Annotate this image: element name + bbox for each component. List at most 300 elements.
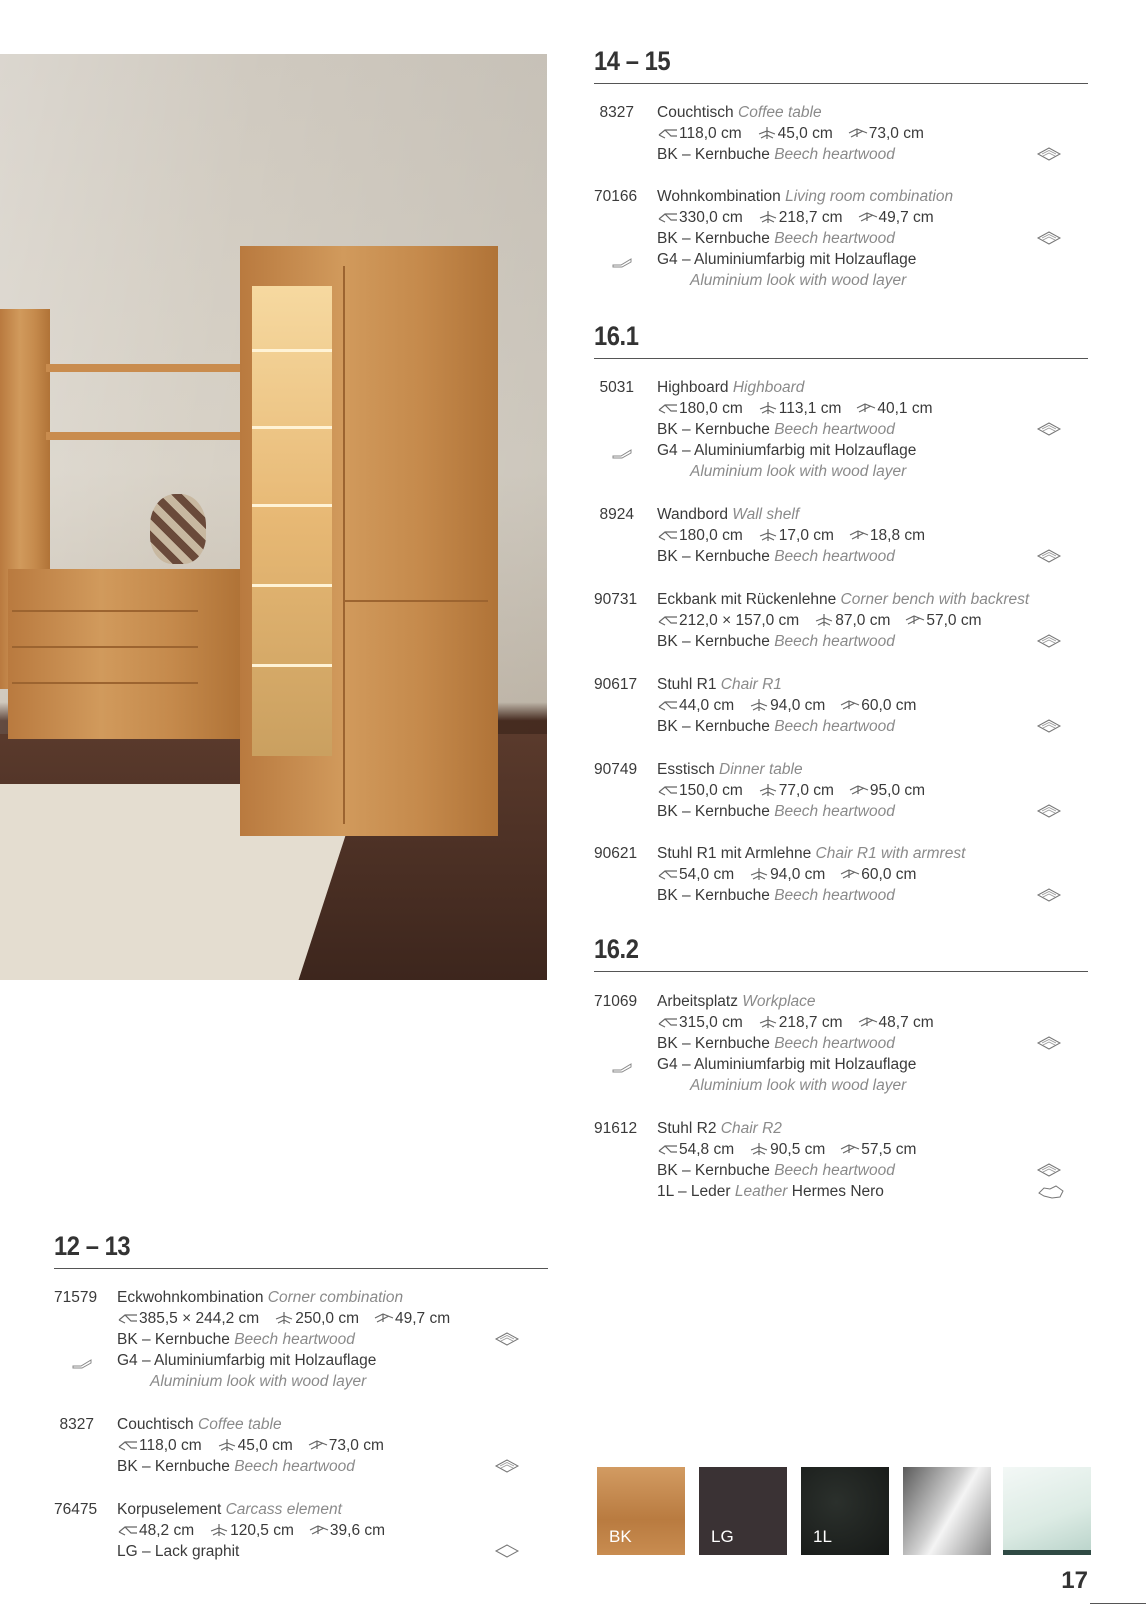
dimension: [757, 207, 843, 228]
material-code: BK – Kernbuche: [657, 718, 770, 735]
dimension-value: 218,7 cm: [778, 209, 843, 226]
entry-body: [657, 991, 948, 1096]
article-number: 8924: [599, 506, 634, 523]
dimension-value: 385,5 × 244,2 cm: [139, 1310, 260, 1327]
material: [117, 1541, 399, 1562]
dimension-icon: [757, 1014, 779, 1031]
dimension-value: 18,8 cm: [869, 527, 926, 544]
handle-en: Aluminium look with wood layer: [690, 463, 907, 480]
dimension-icon: [839, 697, 861, 714]
wood-icon: [494, 1331, 520, 1347]
dimension: [657, 610, 799, 631]
wood-icon: [1036, 803, 1062, 819]
entry-name-en: Coffee table: [738, 104, 822, 121]
handle-code: G4 – Aluminiumfarbig mit Holzauflage: [657, 442, 917, 459]
swatch-lg: [699, 1467, 787, 1555]
dimensions: [657, 123, 938, 144]
material: [657, 228, 953, 249]
dimension-icon: [748, 697, 770, 714]
entry-body: [657, 377, 947, 482]
dimension-value: 49,7 cm: [878, 209, 934, 226]
dimension: [208, 1520, 294, 1541]
dimension-icon: [657, 866, 679, 883]
dimension-icon: [307, 1437, 329, 1454]
article-number: 8327: [599, 104, 634, 121]
entry-body: [117, 1287, 464, 1392]
dimension-value: 94,0 cm: [770, 697, 826, 714]
entry-title: [657, 186, 953, 207]
material-en: Beech heartwood: [774, 230, 895, 247]
dimension-value: 90,5 cm: [770, 1141, 826, 1158]
dimensions: [117, 1520, 399, 1541]
dimension-value: 218,7 cm: [778, 1014, 843, 1031]
entry-title: [657, 843, 965, 864]
dimension-value: 73,0 cm: [328, 1437, 384, 1454]
dimension-value: 94,0 cm: [770, 866, 826, 883]
material-code: BK – Kernbuche: [657, 421, 770, 438]
entry-body: [657, 504, 939, 567]
dimension-value: 330,0 cm: [679, 209, 743, 226]
dimensions: [657, 695, 930, 716]
dimension-icon: [848, 527, 870, 544]
material-en: Leather: [734, 1183, 788, 1200]
section-rule: [594, 971, 1088, 972]
material-en: Beech heartwood: [774, 803, 895, 820]
article-number: 90731: [594, 591, 638, 608]
wood-icon: [1036, 1162, 1062, 1178]
entry-body: [117, 1499, 399, 1562]
dimension-icon: [657, 612, 679, 629]
handle-icon: [611, 444, 633, 456]
dimensions: [117, 1308, 464, 1329]
entry-title: [657, 674, 930, 695]
material-code: BK – Kernbuche: [657, 803, 770, 820]
handle: [657, 440, 947, 461]
dimension: [757, 398, 842, 419]
entry-name-en: Chair R1: [720, 676, 782, 693]
dimension-value: 57,0 cm: [926, 612, 982, 629]
dimension: [757, 1012, 843, 1033]
material-code: LG – Lack graphit: [117, 1543, 240, 1560]
dimension-value: 40,1 cm: [877, 400, 933, 417]
material: [657, 716, 930, 737]
dimension-value: 48,2 cm: [139, 1522, 195, 1539]
sideboard: [8, 569, 240, 739]
article-number: 90621: [594, 845, 638, 862]
entry-title: [657, 759, 939, 780]
material: [657, 1033, 948, 1054]
article-number: 90617: [594, 676, 638, 693]
material-en: Beech heartwood: [774, 718, 895, 735]
entry-body: [657, 186, 953, 291]
dimension-value: 73,0 cm: [868, 125, 924, 142]
dimension-icon: [756, 125, 778, 142]
entry-name: Stuhl R1 mit Armlehne: [657, 845, 812, 862]
material-code: BK – Kernbuche: [657, 230, 770, 247]
dimension-icon: [216, 1437, 238, 1454]
dimension-icon: [657, 209, 679, 226]
entry-body: [657, 674, 930, 737]
handle-en: Aluminium look with wood layer: [690, 1077, 907, 1094]
dimension: [657, 864, 734, 885]
dimension-icon: [657, 697, 679, 714]
entry-title: [657, 991, 948, 1012]
dimension: [839, 1139, 916, 1160]
entry-name-en: Carcass element: [225, 1501, 342, 1518]
entry-body: [657, 759, 939, 822]
dimension-value: 118,0 cm: [139, 1437, 202, 1454]
dimension: [117, 1308, 259, 1329]
entry-name-en: Highboard: [732, 379, 805, 396]
dimension-value: 113,1 cm: [778, 400, 842, 417]
dimension: [756, 123, 833, 144]
dimension-value: 60,0 cm: [861, 697, 917, 714]
handle-en: Aluminium look with wood layer: [150, 1373, 367, 1390]
entry-title: [657, 1118, 930, 1139]
entry-name: Highboard: [657, 379, 729, 396]
dimension-value: 87,0 cm: [835, 612, 891, 629]
entry-name: Esstisch: [657, 761, 715, 778]
dimension: [748, 695, 825, 716]
dimension-value: 315,0 cm: [679, 1014, 743, 1031]
dimension-icon: [748, 1141, 770, 1158]
wood-icon: [1036, 230, 1062, 246]
door-gap: [343, 600, 488, 602]
dimension-icon: [757, 400, 779, 417]
wood-icon: [1036, 548, 1062, 564]
dimension: [757, 780, 834, 801]
dimension-icon: [904, 612, 926, 629]
door-gap: [343, 266, 345, 824]
dimension-value: 17,0 cm: [778, 527, 834, 544]
section-title: 14 – 15: [594, 46, 671, 76]
dimension: [848, 780, 925, 801]
material-en: Beech heartwood: [234, 1458, 355, 1475]
dimension: [657, 780, 743, 801]
article-number: 90749: [594, 761, 638, 778]
material-en: Beech heartwood: [774, 1162, 895, 1179]
entry-name: Korpuselement: [117, 1501, 222, 1518]
dimension-value: 54,8 cm: [679, 1141, 735, 1158]
entry-name: Wohnkombination: [657, 188, 781, 205]
dimension-icon: [373, 1310, 395, 1327]
dimension: [813, 610, 890, 631]
handle-icon: [71, 1354, 93, 1366]
dimension-value: 60,0 cm: [861, 866, 917, 883]
dimensions: [657, 610, 1029, 631]
entry-name-en: Chair R1 with armrest: [815, 845, 966, 862]
dimension: [657, 398, 743, 419]
dimension-icon: [857, 1014, 879, 1031]
entry-name-en: Workplace: [742, 993, 816, 1010]
dimensions: [657, 398, 947, 419]
section-rule: [54, 1268, 548, 1269]
entry-body: [657, 843, 965, 906]
dimension: [657, 1012, 743, 1033]
section-title: 16.1: [594, 321, 639, 351]
glass-shelf: [252, 426, 332, 429]
handle: [657, 249, 953, 270]
material: [657, 1160, 930, 1181]
dimension-value: 250,0 cm: [295, 1310, 359, 1327]
article-number: 76475: [54, 1501, 98, 1518]
dimension-value: 48,7 cm: [878, 1014, 934, 1031]
swatch-label: LG: [711, 1527, 734, 1546]
handle: [657, 1054, 948, 1075]
material-code: BK – Kernbuche: [657, 548, 770, 565]
entry-name: Eckbank mit Rückenlehne: [657, 591, 837, 608]
dimension-value: 39,6 cm: [329, 1522, 386, 1539]
dimensions: [657, 1139, 930, 1160]
entry-title: [657, 589, 1029, 610]
dimension-icon: [757, 782, 779, 799]
dimension: [307, 1435, 384, 1456]
entry-title: [657, 504, 939, 525]
dimension: [657, 123, 742, 144]
dimension-value: 49,7 cm: [394, 1310, 451, 1327]
wood-icon: [494, 1458, 520, 1474]
material: [117, 1456, 398, 1477]
lacquer-icon: [494, 1543, 520, 1559]
material: [657, 1181, 930, 1202]
dimension: [857, 207, 934, 228]
entry-name: Couchtisch: [117, 1416, 194, 1433]
entry-name: Stuhl R2: [657, 1120, 717, 1137]
dimension: [857, 1012, 934, 1033]
dimensions: [657, 864, 965, 885]
entry-name: Stuhl R1: [657, 676, 717, 693]
dimension-icon: [757, 527, 779, 544]
dimension-value: 120,5 cm: [230, 1522, 294, 1539]
entry-name: Eckwohnkombination: [117, 1289, 264, 1306]
dimension-value: 180,0 cm: [679, 527, 743, 544]
handle-en: Aluminium look with wood layer: [690, 272, 907, 289]
entry-title: [117, 1414, 398, 1435]
material-en: Beech heartwood: [774, 1035, 895, 1052]
dimension: [748, 864, 825, 885]
dimension-value: 180,0 cm: [679, 400, 743, 417]
material-en: Beech heartwood: [774, 548, 895, 565]
handle-code: G4 – Aluminiumfarbig mit Holzauflage: [657, 1056, 917, 1073]
wood-icon: [1036, 421, 1062, 437]
material-code: BK – Kernbuche: [657, 1162, 770, 1179]
swatch-label: BK: [609, 1527, 632, 1546]
dimension: [657, 695, 734, 716]
entry-body: [657, 1118, 930, 1202]
dimension-icon: [117, 1522, 139, 1539]
dimension: [855, 398, 932, 419]
entry-title: [117, 1287, 464, 1308]
page-number: 17: [1061, 1567, 1088, 1594]
entry-name-en: Corner combination: [267, 1289, 404, 1306]
dimension-icon: [657, 125, 679, 142]
dimension-value: 45,0 cm: [237, 1437, 293, 1454]
entry-title: [117, 1499, 399, 1520]
entry-name-en: Living room combination: [785, 188, 954, 205]
dimension-icon: [855, 400, 877, 417]
material-en: Beech heartwood: [774, 633, 895, 650]
material-code: 1L – Leder: [657, 1183, 731, 1200]
material: [657, 885, 965, 906]
dimension-icon: [308, 1522, 330, 1539]
dimension-icon: [848, 782, 870, 799]
swatch-glass: [1003, 1467, 1091, 1555]
dimensions: [117, 1435, 398, 1456]
page-number-rule: [1090, 1603, 1146, 1604]
drawer-line: [12, 646, 198, 648]
material-code: BK – Kernbuche: [117, 1458, 230, 1475]
entry-title: [657, 102, 938, 123]
material: [657, 801, 939, 822]
entry-name: Arbeitsplatz: [657, 993, 738, 1010]
dimension: [848, 525, 925, 546]
dimension-icon: [117, 1437, 139, 1454]
swatch-label: 1L: [813, 1527, 832, 1546]
drawer-line: [12, 610, 198, 612]
dimension: [839, 864, 916, 885]
material-en: Beech heartwood: [774, 146, 895, 163]
article-number: 91612: [594, 1120, 638, 1137]
material-en: Beech heartwood: [774, 887, 895, 904]
material: [657, 144, 938, 165]
section-title: 12 – 13: [54, 1231, 131, 1261]
vase: [150, 494, 206, 564]
material-code: BK – Kernbuche: [657, 146, 770, 163]
dimension-icon: [657, 527, 679, 544]
section-rule: [594, 83, 1088, 84]
material: [117, 1329, 464, 1350]
article-number: 5031: [599, 379, 634, 396]
dimension-icon: [657, 400, 679, 417]
entry-body: [117, 1414, 398, 1477]
handle: [117, 1350, 464, 1371]
dimension: [117, 1435, 202, 1456]
dimension-icon: [839, 866, 861, 883]
dimension: [839, 695, 916, 716]
glass-shelf: [252, 504, 332, 507]
dimension-icon: [208, 1522, 230, 1539]
leather-icon: [1036, 1183, 1062, 1199]
dimension: [847, 123, 924, 144]
entry-name: Wandbord: [657, 506, 728, 523]
handle-icon: [611, 253, 633, 265]
dimension: [748, 1139, 825, 1160]
entry-body: [657, 589, 1029, 652]
swatch-1l: [801, 1467, 889, 1555]
dimensions: [657, 780, 939, 801]
article-number: 71069: [594, 993, 638, 1010]
dimension-icon: [839, 1141, 861, 1158]
dimension-value: 212,0 × 157,0 cm: [679, 612, 800, 629]
dimension-icon: [857, 209, 879, 226]
wall-shelf: [46, 432, 246, 440]
section-title: 16.2: [594, 934, 639, 964]
dimension-icon: [273, 1310, 295, 1327]
dimension-value: 95,0 cm: [869, 782, 926, 799]
dimension-value: 45,0 cm: [777, 125, 833, 142]
dimension-value: 44,0 cm: [679, 697, 735, 714]
wood-icon: [1036, 1035, 1062, 1051]
material: [657, 419, 947, 440]
dimension-value: 118,0 cm: [679, 125, 742, 142]
dimension-icon: [757, 209, 779, 226]
dimension-icon: [813, 612, 835, 629]
wood-icon: [1036, 633, 1062, 649]
swatch-aluminium: [903, 1467, 991, 1555]
material: [657, 546, 939, 567]
material: [657, 631, 1029, 652]
dimension: [273, 1308, 359, 1329]
section-rule: [594, 358, 1088, 359]
dimension-value: 54,0 cm: [679, 866, 735, 883]
wood-icon: [1036, 718, 1062, 734]
dimension-icon: [657, 782, 679, 799]
dimension: [216, 1435, 293, 1456]
product-photo: [0, 54, 547, 980]
wood-icon: [1036, 887, 1062, 903]
handle-icon: [611, 1058, 633, 1070]
entry-name: Couchtisch: [657, 104, 734, 121]
handle-code: G4 – Aluminiumfarbig mit Holzauflage: [117, 1352, 377, 1369]
entry-body: [657, 102, 938, 165]
material-code: BK – Kernbuche: [657, 633, 770, 650]
dimension: [373, 1308, 450, 1329]
dimension-icon: [117, 1310, 139, 1327]
article-number: 70166: [594, 188, 638, 205]
dimension-icon: [748, 866, 770, 883]
dimension-icon: [657, 1141, 679, 1158]
material-code: BK – Kernbuche: [657, 887, 770, 904]
swatch-bk: [597, 1467, 685, 1555]
entry-name-en: Corner bench with backrest: [840, 591, 1030, 608]
wall-shelf: [46, 364, 246, 372]
dimensions: [657, 525, 939, 546]
article-number: 8327: [59, 1416, 94, 1433]
wood-icon: [1036, 146, 1062, 162]
dimension: [904, 610, 981, 631]
dimension-value: 150,0 cm: [679, 782, 743, 799]
dimension-value: 77,0 cm: [778, 782, 834, 799]
dimension: [657, 207, 743, 228]
dimensions: [657, 207, 953, 228]
dimension-value: 57,5 cm: [861, 1141, 917, 1158]
glass-shelf: [252, 349, 332, 352]
entry-name-en: Wall shelf: [732, 506, 800, 523]
dimension: [657, 525, 743, 546]
dimensions: [657, 1012, 948, 1033]
dimension-icon: [657, 1014, 679, 1031]
entry-name-en: Chair R2: [720, 1120, 782, 1137]
dimension: [308, 1520, 385, 1541]
drawer-line: [12, 682, 198, 684]
material-en: Beech heartwood: [234, 1331, 355, 1348]
material-extra: Hermes Nero: [791, 1183, 884, 1200]
glass-door: [252, 286, 332, 756]
dimension: [117, 1520, 194, 1541]
glass-shelf: [252, 584, 332, 587]
entry-title: [657, 377, 947, 398]
dimension: [757, 525, 834, 546]
material-code: BK – Kernbuche: [117, 1331, 230, 1348]
entry-name-en: Coffee table: [198, 1416, 282, 1433]
dimension-icon: [847, 125, 869, 142]
glass-shelf: [252, 664, 332, 667]
dimension: [657, 1139, 734, 1160]
material-en: Beech heartwood: [774, 421, 895, 438]
handle-code: G4 – Aluminiumfarbig mit Holzauflage: [657, 251, 917, 268]
article-number: 71579: [54, 1289, 98, 1306]
material-code: BK – Kernbuche: [657, 1035, 770, 1052]
